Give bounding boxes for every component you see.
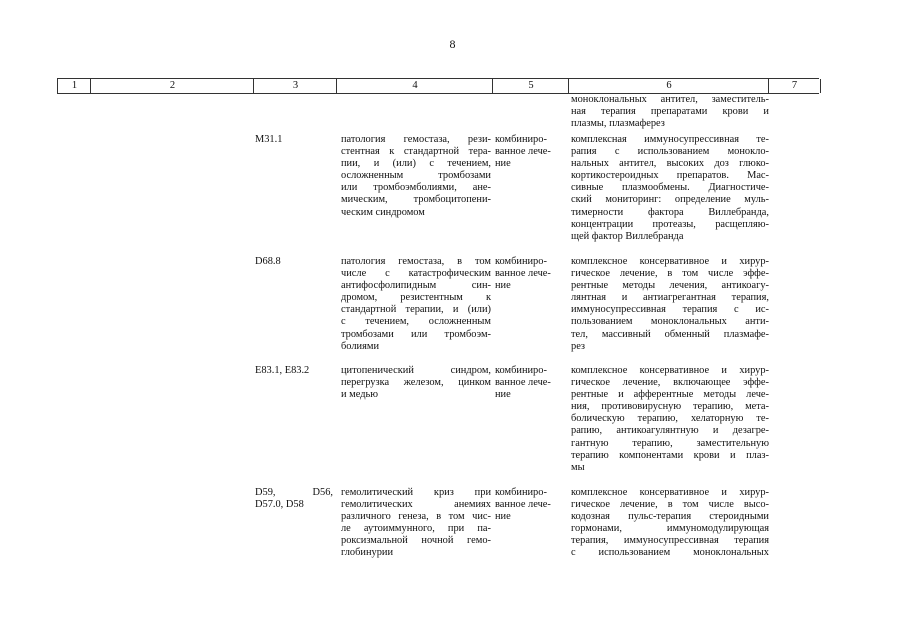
text-line: лянтная и антиагрегантная терапия, (571, 292, 769, 304)
page-number: 8 (449, 37, 456, 51)
text-line: E83.1, E83.2 (255, 365, 310, 376)
text-line: ческим синдромом (341, 206, 425, 218)
text-line: болическую терапию, хелаторную те- (571, 413, 769, 425)
text-line: пользованием моноклональных анти- (571, 316, 769, 328)
text-line: рентные методы лечения, антикоагу- (571, 280, 769, 292)
header-col-2: 2 (90, 79, 254, 93)
text-line: глобинурии (341, 547, 394, 559)
text-line: тромбозами или тромбоэм- (341, 328, 491, 340)
row-2-condition (341, 256, 491, 353)
text-line: с использованием моноклональных (571, 547, 769, 559)
text-line: иммуносупрессивная терапия с ис- (571, 304, 769, 316)
row-3-code (255, 365, 333, 377)
header-col-5: 5 (492, 79, 569, 93)
text-line: антифосфолипидным син- (341, 280, 491, 292)
header-col-7: 7 (768, 79, 821, 93)
text-line: кодозная пульс-терапия стероидными (571, 511, 769, 523)
row-1-code (255, 134, 333, 146)
text-line: сивные плазмообмены. Диагностиче- (571, 182, 769, 194)
row-4-treatment-type (495, 487, 569, 523)
text-line: ние (495, 158, 511, 170)
continuation-method (571, 94, 769, 130)
text-line: комбиниро- (495, 487, 547, 498)
text-line: мическим, тромбоцитопени- (341, 194, 491, 206)
row-2-code (255, 256, 333, 268)
text-line: M31.1 (255, 134, 283, 145)
text-line: стандартной терапии, и (или) (341, 304, 491, 316)
text-line: ние (495, 511, 511, 523)
header-col-4: 4 (336, 79, 493, 93)
text-line: ния, противовирусную терапию, мета- (571, 401, 769, 413)
text-line: рентные и афферентные методы лече- (571, 389, 769, 401)
text-line: рапия с использованием моноклo- (571, 146, 769, 158)
row-3-treatment-type (495, 365, 569, 401)
row-3-method (571, 365, 769, 474)
text-line: щей фактор Виллебранда (571, 230, 684, 242)
text-line: комплексное консервативное и хирур- (571, 256, 769, 267)
text-line: терапия, иммуносупрессивная терапия (571, 535, 769, 547)
text-line: D57.0, D58 (255, 499, 304, 511)
text-line: нальных антител, высоких доз глюко- (571, 158, 769, 170)
text-line: D68.8 (255, 256, 281, 267)
text-line: тел, массивный обменный плазмафе- (571, 328, 769, 340)
text-line: ванное лече- (495, 499, 551, 511)
text-line: или тромбоэмболиями, ане- (341, 182, 491, 194)
text-line: дромом, резистентным к (341, 292, 491, 304)
text-line: гормонами, иммуномодулирующая (571, 523, 769, 535)
row-2-method (571, 256, 769, 353)
text-line: комплексная иммуносупрессивная те- (571, 134, 769, 145)
text-line: комплексное консервативное и хирур- (571, 487, 769, 498)
text-line: комплексное консервативное и хирур- (571, 365, 769, 376)
text-line: кортикостероидных препаратов. Мас- (571, 170, 769, 182)
text-line: патология гемостаза, рези- (341, 134, 491, 145)
text-line: рез (571, 340, 586, 352)
text-line: стентная к стандартной тера- (341, 146, 491, 158)
text-line: различного генеза, в том чис- (341, 511, 491, 523)
text-line: гическое лечение, в том числе эффе- (571, 268, 769, 280)
header-col-1: 1 (57, 79, 91, 93)
text-line: гантную терапию, заместительную (571, 437, 769, 449)
text-line: комбиниро- (495, 134, 547, 145)
text-line: гемолитический криз при (341, 487, 491, 498)
text-line: ванное лече- (495, 146, 551, 158)
header-col-3: 3 (253, 79, 337, 93)
text-line: D59, D56, (255, 487, 333, 498)
text-line: ский мониторинг: определение муль- (571, 194, 769, 206)
text-line: и медью (341, 389, 378, 401)
row-4-method (571, 487, 769, 560)
text-line: ванное лече- (495, 268, 551, 280)
row-1-treatment-type (495, 134, 569, 170)
text-line: терапию компонентами крови и плаз- (571, 449, 769, 461)
row-1-method (571, 134, 769, 243)
text-line: мы (571, 461, 585, 473)
table-header (57, 78, 819, 94)
text-line: ние (495, 280, 511, 292)
row-2-treatment-type (495, 256, 569, 292)
text-line: ная терапия препаратами крови и (571, 106, 769, 118)
header-col-6: 6 (568, 79, 769, 93)
text-line: плазмы, плазмаферез (571, 118, 665, 130)
text-line: роксизмальной ночной гемо- (341, 535, 491, 547)
text-line: осложненным тромбозами (341, 170, 491, 182)
row-4-code (255, 487, 333, 511)
text-line: ле аутоиммунного, при па- (341, 523, 491, 535)
row-4-condition (341, 487, 491, 560)
text-line: числе с катастрофическим (341, 268, 491, 280)
text-line: пии, и (или) с течением, (341, 158, 491, 170)
row-1-condition (341, 134, 491, 219)
row-3-condition (341, 365, 491, 401)
text-line: гическое лечение, включающее эффе- (571, 377, 769, 389)
text-line: с течением, осложненным (341, 316, 491, 328)
text-line: комбиниро- (495, 365, 547, 376)
text-line: моноклональных антител, заместитель- (571, 94, 769, 105)
text-line: патология гемостаза, в том (341, 256, 491, 267)
text-line: комбиниро- (495, 256, 547, 267)
text-line: концентрации протеазы, расщепляю- (571, 218, 769, 230)
text-line: рапию, антикоагулянтную и дезагре- (571, 425, 769, 437)
text-line: тимерности фактора Виллебранда, (571, 206, 769, 218)
text-line: перегрузка железом, цинком (341, 377, 491, 389)
text-line: ванное лече- (495, 377, 551, 389)
text-line: ние (495, 389, 511, 401)
text-line: болиями (341, 340, 380, 352)
text-line: цитопенический синдром, (341, 365, 491, 376)
text-line: гемолитических анемиях (341, 499, 491, 511)
text-line: гическое лечение, в том числе высо- (571, 499, 769, 511)
